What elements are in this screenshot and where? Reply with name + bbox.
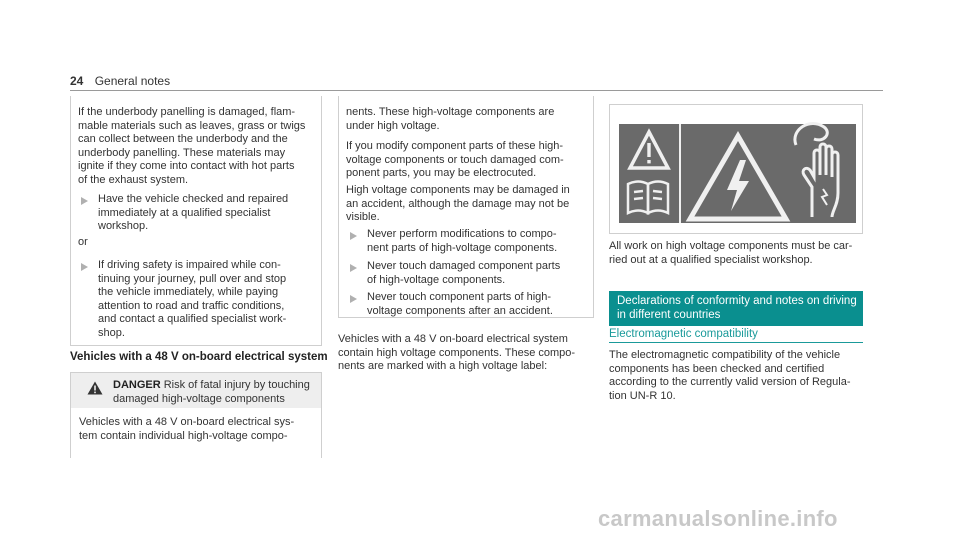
subheading-underline	[609, 342, 863, 343]
declarations-heading-box	[609, 291, 863, 326]
bullet-arrow-icon	[350, 264, 357, 272]
section-heading-48v: Vehicles with a 48 V on-board electrical system	[70, 351, 328, 363]
electromagnetic-compatibility-heading: Electromagnetic compatibility	[609, 328, 758, 340]
bullet-arrow-icon	[350, 232, 357, 240]
bullet-no-touch-damaged: Never touch damaged component parts of high-voltage components.	[367, 260, 561, 286]
danger-body: Vehicles with a 48 V on-board electrical sys- tem contain individual high-voltage compo-	[79, 416, 295, 442]
bullet-arrow-icon	[81, 197, 88, 205]
emc-paragraph: The electromagnetic compatibility of the vehicle components has been checked and certified according to the currently valid version of Regula- tion UN-R 10.	[609, 349, 851, 402]
high-voltage-label-graphic	[610, 105, 862, 233]
header-divider	[70, 90, 883, 91]
high-voltage-label-image	[609, 104, 863, 234]
bullet-no-touch-after-accident: Never touch component parts of high- voltage components after an accident.	[367, 291, 553, 317]
high-voltage-paragraph-2: If you modify component parts of these high- voltage components or touch damaged com- ponent parts, you may be electrocuted.	[346, 140, 564, 179]
declarations-heading: Declarations of conformity and notes on driving in different countries	[617, 295, 857, 321]
danger-title: DANGER Risk of fatal injury by touching damaged high-voltage components	[113, 379, 310, 405]
or-text: or	[78, 236, 88, 248]
page-section-title: General notes	[94, 74, 171, 88]
watermark: carmanualsonline.info	[598, 506, 838, 531]
danger-header	[71, 373, 321, 408]
bullet-check-repair: Have the vehicle checked and repaired immediately at a qualified specialist workshop.	[98, 193, 289, 232]
danger-label: DANGER	[113, 379, 161, 391]
high-voltage-paragraph-3: High voltage components may be damaged in an accident, although the damage may not be visible.	[346, 184, 570, 223]
image-caption: All work on high voltage components must be car- ried out at a qualified specialist workshop.	[609, 240, 853, 266]
high-voltage-label-paragraph: Vehicles with a 48 V on-board electrical system contain high voltage components. These compo- nents are marked with a high voltage label:	[338, 333, 576, 372]
page-header	[70, 74, 170, 88]
bullet-arrow-icon	[81, 263, 88, 271]
bullet-no-modifications: Never perform modifications to compo- nent parts of high-voltage components.	[367, 228, 558, 254]
bullet-stop-vehicle: If driving safety is impaired while con- tinuing your journey, pull over and stop the vehicle immediately, while paying attention to road and traffic conditions, and contact a qualified specialist work- shop.	[98, 259, 287, 339]
page-number: 24	[70, 74, 84, 88]
underbody-paragraph: If the underbody panelling is damaged, flam- mable materials such as leaves, grass or twigs can collect between the underbody and the underbody panelling. These materials may ignite if they come into contact with hot parts of the exhaust system.	[78, 106, 306, 186]
bullet-arrow-icon	[350, 295, 357, 303]
danger-warning-box	[70, 372, 322, 458]
warning-triangle-icon	[87, 381, 103, 395]
high-voltage-paragraph-1: nents. These high-voltage components are under high voltage.	[346, 106, 555, 132]
